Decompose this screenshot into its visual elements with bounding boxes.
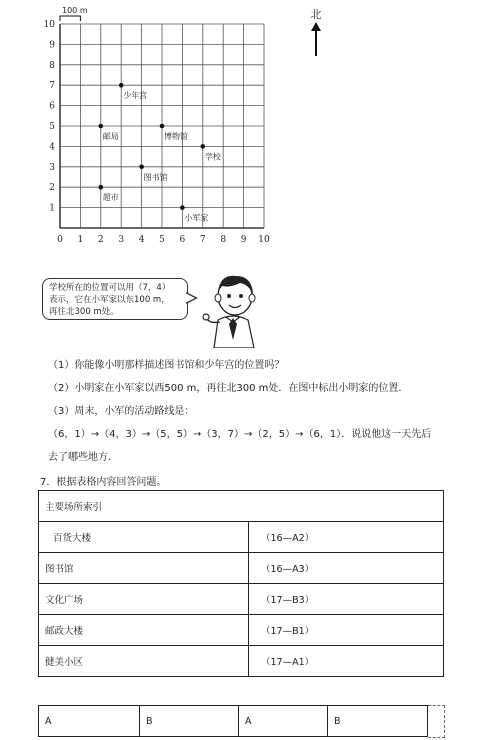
scale-label: 100 m bbox=[62, 6, 88, 15]
table-row bbox=[39, 646, 444, 677]
y-tick-label: 1 bbox=[49, 203, 55, 214]
places-index-table bbox=[38, 490, 444, 677]
answer-cell: A bbox=[239, 706, 328, 737]
place-point bbox=[99, 124, 104, 129]
place-point bbox=[99, 185, 104, 190]
answer-cell: B bbox=[328, 706, 428, 737]
y-tick-label: 10 bbox=[43, 20, 55, 30]
answer-row bbox=[39, 706, 428, 737]
place-label: 学校 bbox=[204, 152, 221, 162]
question-1: （1）你能像小明那样描述图书馆和少年宫的位置吗？ bbox=[48, 360, 285, 371]
x-tick-label: 1 bbox=[77, 235, 84, 245]
north-arrow-icon bbox=[304, 22, 328, 58]
x-tick-label: 9 bbox=[240, 235, 247, 245]
bubble-line-1: 学校所在的位置可以用（7，4） bbox=[49, 283, 171, 293]
speech-bubble bbox=[42, 278, 188, 320]
question-3: （3）周末，小军的活动路线是： bbox=[48, 406, 195, 417]
table-row bbox=[39, 584, 444, 615]
x-tick-label: 0 bbox=[57, 235, 63, 245]
question-7: 7．根据表格内容回答问题。 bbox=[40, 477, 167, 488]
place-code: （17—B3） bbox=[249, 584, 444, 615]
table-row bbox=[39, 615, 444, 646]
place-code: （16—A3） bbox=[249, 553, 444, 584]
table-row bbox=[39, 553, 444, 584]
bubble-line-3: 再往北300 m处。 bbox=[49, 307, 119, 317]
place-label: 邮局 bbox=[102, 132, 119, 141]
route-line-continued: 去了哪些地方． bbox=[48, 452, 118, 463]
place-label: 超市 bbox=[102, 193, 119, 203]
place-point bbox=[139, 165, 144, 170]
place-point bbox=[180, 205, 185, 210]
y-tick-label: 3 bbox=[49, 162, 55, 173]
y-tick-label: 6 bbox=[49, 101, 55, 112]
north-label: 北 bbox=[310, 8, 322, 21]
y-tick-label: 7 bbox=[49, 81, 55, 92]
x-tick-label: 5 bbox=[159, 235, 165, 245]
place-label: 小军家 bbox=[184, 213, 209, 223]
place-code: （16—A2） bbox=[249, 522, 444, 553]
answer-cell: A bbox=[39, 706, 140, 737]
x-tick-label: 6 bbox=[179, 235, 186, 245]
x-tick-label: 4 bbox=[138, 235, 145, 245]
place-point bbox=[201, 144, 206, 149]
x-tick-label: 10 bbox=[258, 235, 270, 245]
place-point bbox=[119, 83, 124, 88]
place-label: 图书馆 bbox=[143, 172, 168, 182]
table-header: 主要场所索引 bbox=[39, 491, 444, 522]
place-code: （17—B1） bbox=[249, 615, 444, 646]
x-tick-label: 2 bbox=[97, 235, 104, 245]
place-label: 博物馆 bbox=[164, 132, 188, 141]
place-name: 图书馆 bbox=[39, 553, 249, 584]
bubble-tail-inner bbox=[185, 293, 195, 303]
question-2: （2）小明家在小军家以西500 m，再往北300 m处．在图中标出小明家的位置． bbox=[48, 383, 409, 394]
route-line: （6，1）→（4，3）→（5，5）→（3，7）→（2，5）→（6，1）．说说他这一天先后 bbox=[48, 429, 432, 440]
north-indicator bbox=[304, 6, 328, 62]
y-tick-label: 8 bbox=[49, 60, 55, 71]
x-tick-label: 8 bbox=[220, 235, 227, 245]
table-row bbox=[39, 522, 444, 553]
place-code: （17—A1） bbox=[249, 646, 444, 677]
answer-table bbox=[38, 705, 428, 737]
y-tick-label: 2 bbox=[49, 183, 55, 194]
y-tick-label: 4 bbox=[49, 142, 55, 153]
x-tick-label: 3 bbox=[118, 235, 125, 245]
place-name: 健美小区 bbox=[39, 646, 249, 677]
y-tick-label: 5 bbox=[49, 122, 55, 132]
answer-cell: B bbox=[140, 706, 239, 737]
x-tick-label: 7 bbox=[199, 235, 206, 245]
table-dashed-edge bbox=[428, 705, 445, 738]
bubble-line-2: 表示，它在小军家以东100 m， bbox=[49, 295, 170, 305]
place-name: 百货大楼 bbox=[39, 522, 249, 553]
coordinate-grid bbox=[30, 0, 280, 250]
y-tick-label: 9 bbox=[49, 40, 55, 51]
scale-bar bbox=[60, 16, 80, 21]
table-header-row bbox=[39, 491, 444, 522]
place-name: 文化广场 bbox=[39, 584, 249, 615]
place-name: 邮政大楼 bbox=[39, 615, 249, 646]
place-point bbox=[160, 124, 165, 129]
place-label: 少年宫 bbox=[123, 91, 148, 101]
boy-illustration bbox=[200, 268, 266, 348]
